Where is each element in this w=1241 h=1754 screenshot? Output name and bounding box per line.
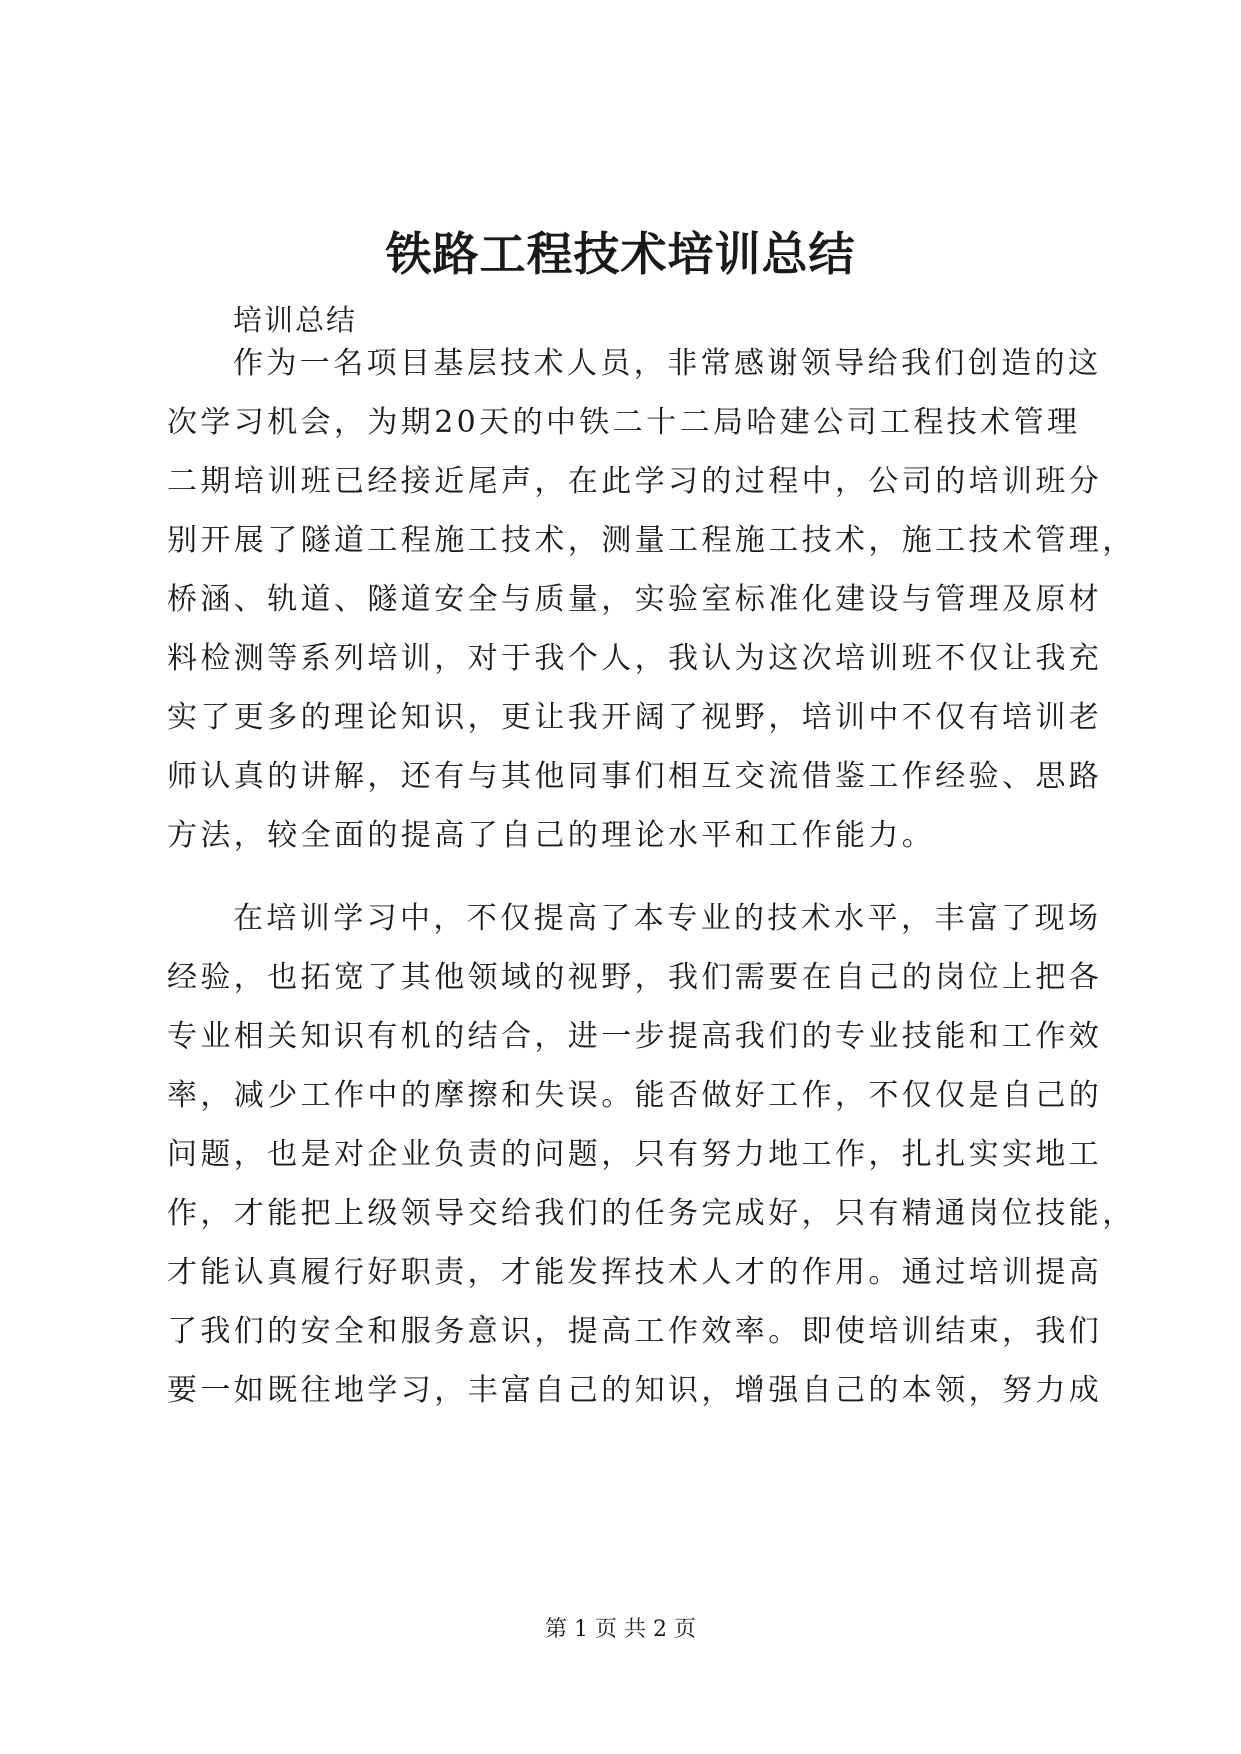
paragraph-line: 才能认真履行好职责，才能发挥技术人才的作用。通过培训提高: [167, 1255, 1103, 1290]
paragraph-line: 次学习机会，为期20天的中铁二十二局哈建公司工程技术管理: [167, 405, 1081, 440]
paragraph-line: 作为一名项目基层技术人员，非常感谢领导给我们创造的这: [233, 346, 1102, 381]
subtitle: 培训总结: [233, 303, 358, 337]
paragraph-line: 经验，也拓宽了其他领域的视野，我们需要在自己的岗位上把各: [167, 960, 1103, 995]
paragraph-line: 二期培训班已经接近尾声，在此学习的过程中，公司的培训班分: [167, 464, 1103, 499]
paragraph-line: 了我们的安全和服务意识，提高工作效率。即使培训结束，我们: [167, 1314, 1103, 1349]
paragraph-line: 在培训学习中，不仅提高了本专业的技术水平，丰富了现场: [233, 901, 1102, 936]
paragraph-line: 桥涵、轨道、隧道安全与质量，实验室标准化建设与管理及原材: [167, 582, 1103, 617]
paragraph-line: 方法，较全面的提高了自己的理论水平和工作能力。: [167, 818, 936, 853]
paragraph-line: 别开展了隧道工程施工技术，测量工程施工技术，施工技术管理，: [167, 523, 1136, 558]
paragraph-line: 实了更多的理论知识，更让我开阔了视野，培训中不仅有培训老: [167, 700, 1103, 735]
paragraph-line: 作，才能把上级领导交给我们的任务完成好，只有精通岗位技能，: [167, 1196, 1136, 1231]
paragraph-line: 问题，也是对企业负责的问题，只有努力地工作，扎扎实实地工: [167, 1137, 1103, 1172]
paragraph-line: 专业相关知识有机的结合，进一步提高我们的专业技能和工作效: [167, 1019, 1103, 1054]
paragraph-line: 率，减少工作中的摩擦和失误。能否做好工作，不仅仅是自己的: [167, 1078, 1103, 1113]
paragraph-line: 料检测等系列培训，对于我个人，我认为这次培训班不仅让我充: [167, 641, 1103, 676]
paragraph-line: 要一如既往地学习，丰富自己的知识，增强自己的本领，努力成: [167, 1373, 1103, 1408]
page-title: 铁路工程技术培训总结: [385, 227, 856, 281]
paragraph-line: 师认真的讲解，还有与其他同事们相互交流借鉴工作经验、思路: [167, 759, 1103, 794]
page-number: 第 1 页 共 2 页: [545, 1617, 696, 1642]
